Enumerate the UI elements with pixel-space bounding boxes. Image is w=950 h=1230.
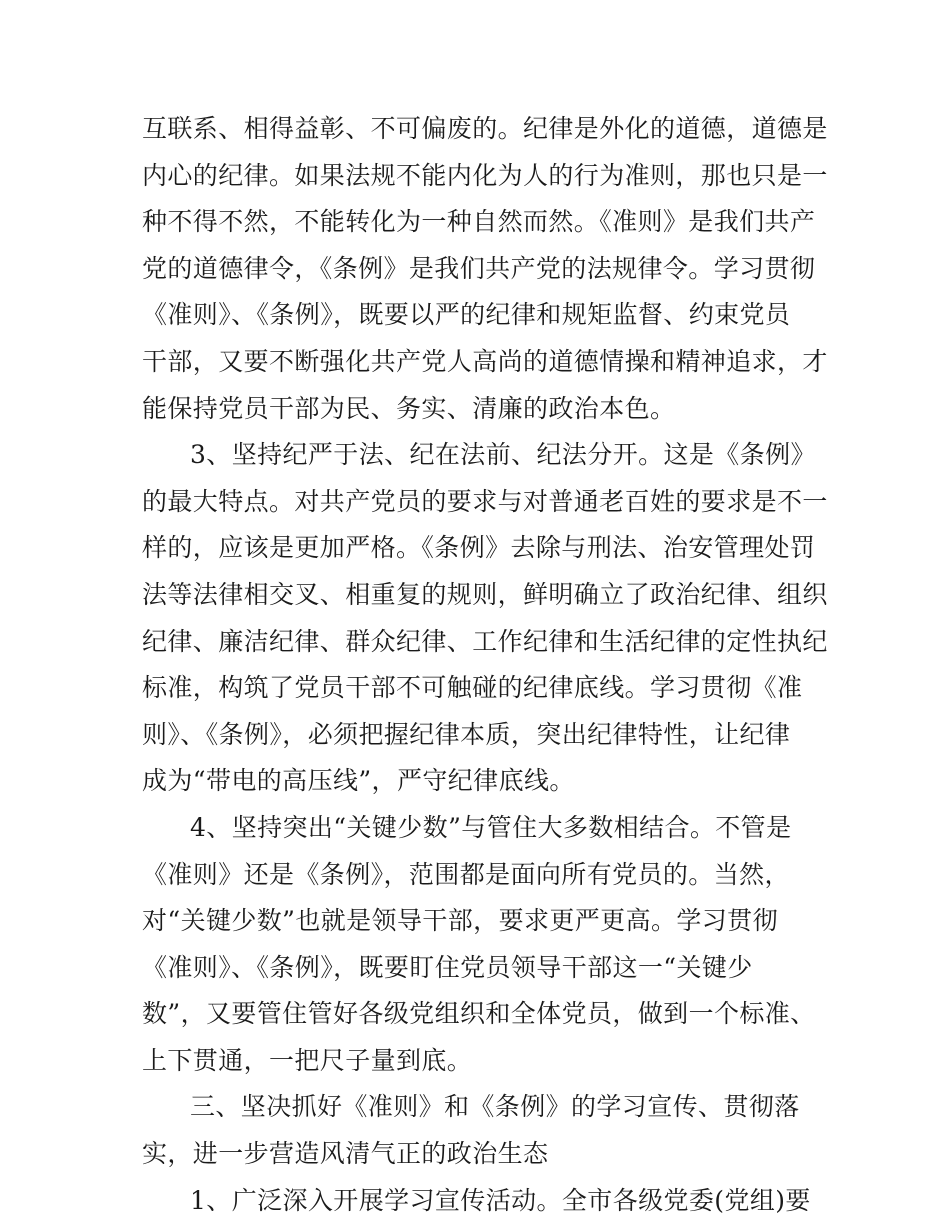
text-line: 样的，应该是更加严格。《条例》去除与刑法、治安管理处罚 — [142, 533, 816, 563]
text-line: 能保持党员干部为民、务实、清廉的政治本色。 — [142, 393, 676, 423]
text-line: 标准，构筑了党员干部不可触碰的纪律底线。学习贯彻《准 — [142, 673, 803, 703]
text-line: 的最大特点。对共产党员的要求与对普通老百姓的要求是不一 — [142, 486, 828, 516]
text-line: 成为“带电的高压线”，严守纪律底线。 — [142, 766, 575, 796]
text-line: 《准则》还是《条例》，范围都是面向所有党员的。当然， — [142, 859, 790, 889]
text-line: 互联系、相得益彰、不可偏废的。纪律是外化的道德，道德是 — [142, 114, 828, 143]
text-line: 法等法律相交叉、相重复的规则，鲜明确立了政治纪律、组织 — [142, 579, 828, 609]
text-line: 党的道德律令，《条例》是我们共产党的法规律令。学习贯彻 — [142, 253, 816, 283]
text-line: 数”，又要管住管好各级党组织和全体党员，做到一个标准、 — [142, 999, 816, 1029]
text-line: 1、广泛深入开展学习宣传活动。全市各级党委(党组)要 — [190, 1185, 811, 1215]
text-line: 种不得不然，不能转化为一种自然而然。《准则》是我们共产 — [142, 207, 816, 237]
text-line: 《准则》、《条例》，既要以严的纪律和规矩监督、约束党员 — [142, 300, 791, 330]
text-line: 4、坚持突出“关键少数”与管住大多数相结合。不管是 — [190, 812, 792, 842]
text-line: 上下贯通，一把尺子量到底。 — [142, 1045, 473, 1075]
text-line: 三、坚决抓好《准则》和《条例》的学习宣传、贯彻落 — [190, 1092, 800, 1122]
text-line: 《准则》、《条例》，既要盯住党员领导干部这一“关键少 — [142, 952, 753, 982]
text-line: 内心的纪律。如果法规不能内化为人的行为准则，那也只是一 — [142, 160, 828, 190]
text-line: 则》、《条例》，必须把握纪律本质，突出纪律特性，让纪律 — [142, 719, 791, 749]
text-line: 对“关键少数”也就是领导干部，要求更严更高。学习贯彻 — [142, 906, 778, 936]
text-line: 干部，又要不断强化共产党人高尚的道德情操和精神追求，才 — [142, 346, 828, 376]
text-line: 纪律、廉洁纪律、群众纪律、工作纪律和生活纪律的定性执纪 — [142, 626, 828, 656]
document-body — [142, 106, 828, 1224]
text-line: 3、坚持纪严于法、纪在法前、纪法分开。这是《条例》 — [190, 440, 816, 470]
text-line: 实，进一步营造风清气正的政治生态 — [142, 1139, 549, 1169]
